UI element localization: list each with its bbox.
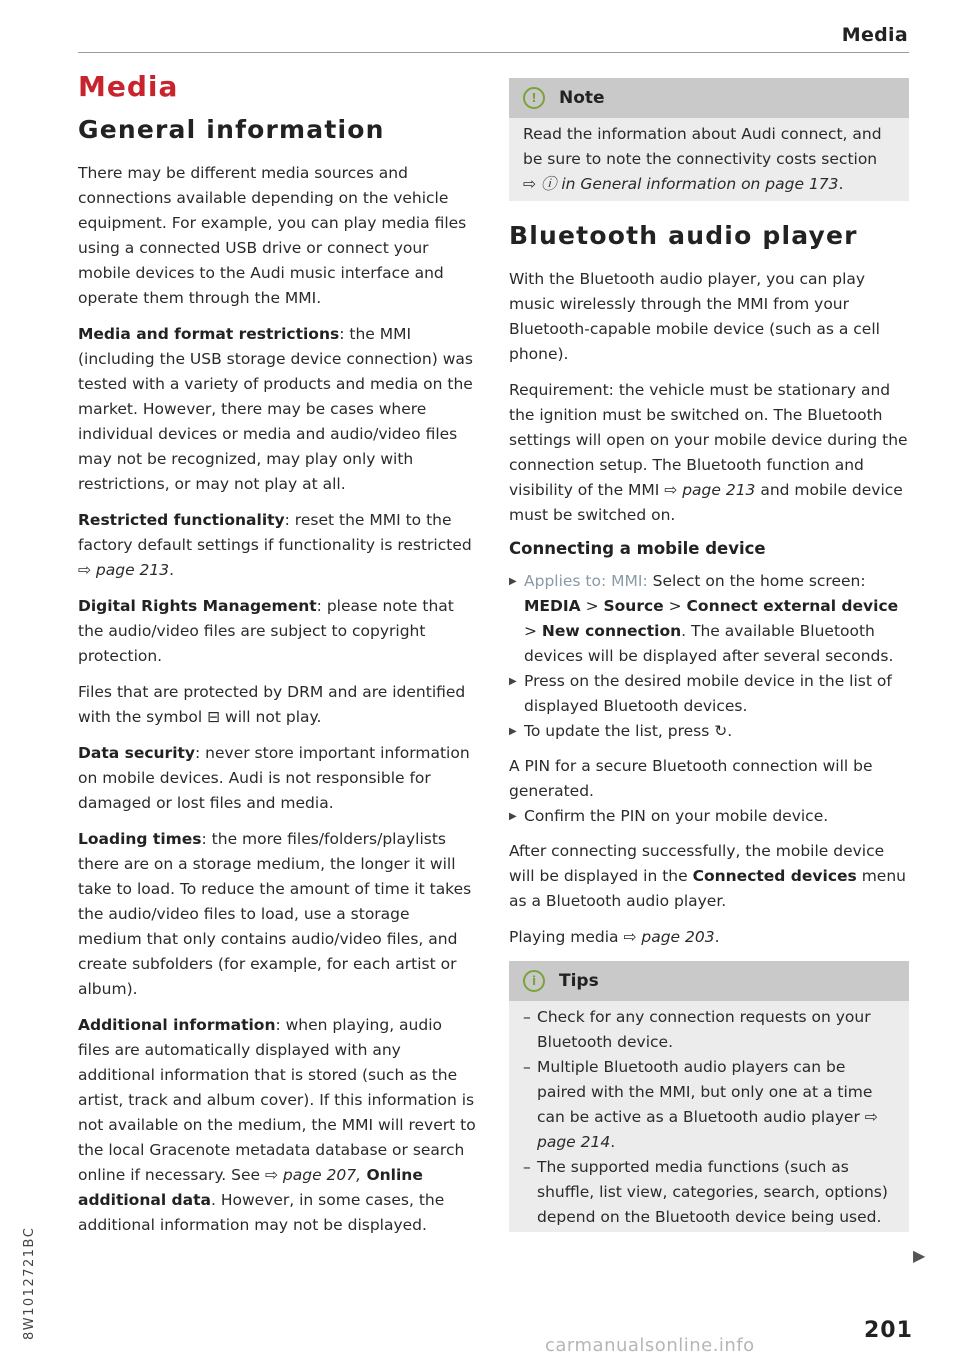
exclamation-icon: !: [523, 87, 545, 109]
page-number: 201: [864, 1318, 913, 1343]
additional-info-paragraph: Additional information: when playing, audio files are automatically displayed with any additional information that is stored (such as the artist, track and album cover). If this information is not available on the medium, the MMI will revert to the local Gracenote metadata database or search online if necessary. See ⇨ page 207, Online additional data. However, in some cases, the additional information may not be displayed.: [78, 1016, 476, 1234]
info-icon: i: [523, 970, 545, 992]
right-column: [509, 78, 909, 1250]
note-title: Note: [559, 88, 605, 108]
tips-header: [509, 961, 909, 1001]
left-column: [78, 70, 478, 1249]
tips-body: [509, 1001, 909, 1232]
drm-lock-icon: ⊟: [207, 708, 221, 726]
intro-paragraph: There may be different media sources and connections available depending on the vehicle equipment. For example, you can play media files using a connected USB drive or connect your mobile devices to the Audi music interface and operate them through the MMI.: [78, 164, 467, 307]
list-item: ▶ To update the list, press ↻.: [509, 719, 909, 744]
note-box: [509, 78, 909, 201]
tips-box: [509, 961, 909, 1232]
page-ref-link[interactable]: ⇨ page 203: [623, 928, 715, 946]
drm-paragraph: Digital Rights Management: please note that the audio/video files are subject to copyright protection.: [78, 597, 454, 665]
after-connect-paragraph: After connecting successfully, the mobile device will be displayed in the Connected devices menu as a Bluetooth audio player.: [509, 842, 906, 910]
loading-times-paragraph: Loading times: the more files/folders/playlists there are on a storage medium, the longer it will take to load. To reduce the amount of time it takes the audio/video files to load, use a storage medium that only contains audio/video files, and create subfolders (for example, for each artist or album).: [78, 830, 472, 998]
bluetooth-intro: With the Bluetooth audio player, you can play music wirelessly through the MMI from your Bluetooth-capable mobile device (such as a cell phone).: [509, 270, 880, 363]
page-ref-link[interactable]: ⇨ page 213: [664, 481, 756, 499]
list-item: – Multiple Bluetooth audio players can be paired with the MMI, but only one at a time can be active as a Bluetooth audio player ⇨ page 214.: [509, 1055, 895, 1155]
document-code: 8W1012721BC: [22, 1226, 37, 1340]
data-security-paragraph: Data security: never store important information on mobile devices. Audi is not responsible for damaged or lost files and media.: [78, 744, 470, 812]
list-item: ▶ Press on the desired mobile device in the list of displayed Bluetooth devices.: [509, 669, 909, 719]
drm-files-paragraph: Files that are protected by DRM and are identified with the symbol ⊟ will not play.: [78, 683, 466, 726]
page-ref-link[interactable]: ⇨ page 214: [537, 1108, 878, 1151]
page-ref-link[interactable]: ⇨ page 213: [78, 561, 170, 579]
list-item: – Check for any connection requests on your Bluetooth device.: [509, 1005, 895, 1055]
connect-steps-list: [509, 569, 909, 744]
pin-steps-list: [509, 804, 909, 829]
pin-paragraph: A PIN for a secure Bluetooth connection will be generated.: [509, 757, 873, 800]
list-item: ▶ Confirm the PIN on your mobile device.: [509, 804, 909, 829]
watermark: carmanualsonline.info: [545, 1335, 755, 1356]
tips-list: [509, 1005, 895, 1230]
media-restrictions-paragraph: Media and format restrictions: the MMI (including the USB storage device connection) was tested with a variety of products and media on the market. However, there may be cases where individual devices or media and audio/video files may not be recognized, may play only with restrictions, or may not play at all.: [78, 325, 473, 493]
connect-device-title: Connecting a mobile device: [509, 539, 766, 558]
page-ref-link[interactable]: ⇨ ⓘ in General information on page 173: [523, 175, 839, 193]
header-rule: [78, 52, 909, 53]
header-title: Media: [841, 24, 908, 46]
restricted-functionality-paragraph: Restricted functionality: reset the MMI to the factory default settings if functionality is restricted ⇨ page 213.: [78, 511, 472, 579]
tips-title: Tips: [559, 971, 599, 991]
continue-arrow-icon: ▶: [913, 1246, 926, 1265]
note-body: [509, 118, 909, 201]
requirement-paragraph: Requirement: the vehicle must be stationary and the ignition must be switched on. The Bluetooth settings will open on your mobile device during the connection setup. The Bluetooth function and visibility of the MMI ⇨ page 213 and mobile device must be switched on.: [509, 381, 908, 524]
note-header: [509, 78, 909, 118]
list-item: – The supported media functions (such as shuffle, list view, categories, search, options) depend on the Bluetooth device being used.: [509, 1155, 895, 1230]
section-title: General information: [78, 115, 385, 144]
bluetooth-title: Bluetooth audio player: [509, 221, 858, 250]
chapter-title: Media: [78, 70, 179, 103]
page-ref-link[interactable]: ⇨ page 207,: [265, 1166, 362, 1184]
note-text: Read the information about Audi connect, and be sure to note the connectivity costs section ⇨ ⓘ in General information on page 173.: [523, 125, 882, 193]
list-item: ▶ Applies to: MMI: Select on the home screen: MEDIA > Source > Connect external device > New connection. The available Bluetooth devices will be displayed after several seconds.: [509, 569, 909, 669]
playing-media-paragraph: Playing media ⇨ page 203.: [509, 928, 720, 946]
